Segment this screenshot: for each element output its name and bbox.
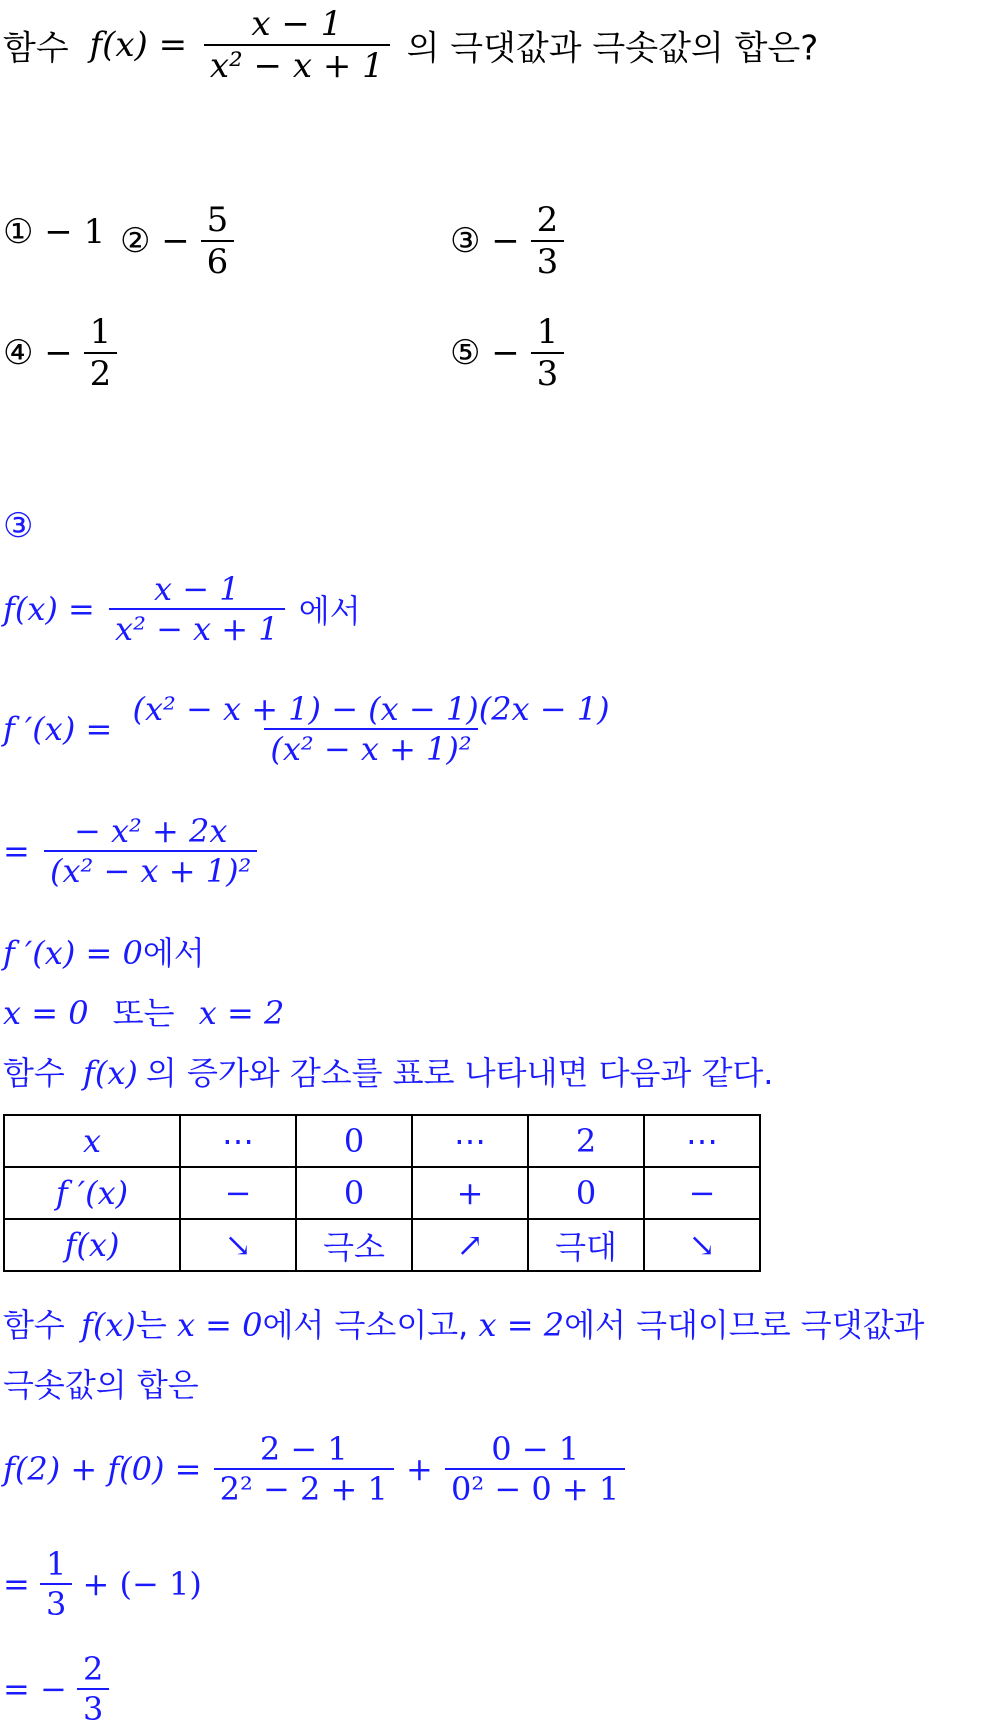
line10-num: 1 — [45, 1545, 67, 1583]
choice-5-mark: ⑤ — [450, 333, 481, 373]
line9-d1: 2² − 2 + 1 — [214, 1468, 394, 1508]
line11-num: 2 — [82, 1650, 104, 1688]
line9-fraction-2 — [445, 1430, 625, 1508]
line9-n2: 0 − 1 — [491, 1430, 580, 1468]
question-prefix: 함수 — [3, 28, 69, 69]
line3-fraction — [44, 812, 257, 890]
question-denominator: x² − x + 1 — [204, 44, 390, 86]
choice-1-mark: ① — [3, 212, 34, 252]
table-cell: − — [180, 1167, 296, 1219]
line7-m2: x = 0 — [176, 1306, 263, 1344]
table-cell: 2 — [528, 1115, 644, 1167]
solution-line-11 — [3, 1650, 109, 1728]
choice-4[interactable] — [3, 312, 117, 394]
line5-a: x = 0 — [3, 994, 89, 1032]
choice-3-fraction — [531, 200, 565, 282]
table-cell: ⋯ — [412, 1115, 528, 1167]
line3-den: (x² − x + 1)² — [44, 850, 257, 890]
line1-num: x − 1 — [154, 570, 240, 608]
line6-pre: 함수 — [3, 1054, 65, 1092]
table-cell: ⋯ — [180, 1115, 296, 1167]
increase-arrow-icon: ↗ — [412, 1219, 528, 1271]
choice-2-den: 6 — [201, 240, 235, 282]
choice-2-sign: − — [161, 221, 190, 261]
table-cell: ⋯ — [644, 1115, 760, 1167]
choice-5-fraction — [531, 312, 565, 394]
question — [3, 4, 818, 86]
line9-lhs: f(2) + f(0) = — [3, 1450, 202, 1488]
choice-5[interactable] — [450, 312, 564, 394]
question-func: f(x) = — [89, 25, 188, 65]
line1-tail: 에서 — [298, 592, 361, 630]
line4-tail: 에서 — [142, 934, 205, 972]
line9-d2: 0² − 0 + 1 — [445, 1468, 625, 1508]
solution-line-8: 극솟값의 합은 — [3, 1366, 199, 1404]
choice-2[interactable] — [120, 200, 234, 282]
line6-math: f(x) — [83, 1054, 138, 1092]
solution-line-6 — [3, 1048, 773, 1094]
line1-den: x² − x + 1 — [109, 608, 285, 648]
choice-3-sign: − — [491, 221, 520, 261]
choice-4-den: 2 — [84, 352, 118, 394]
table-cell: f ′(x) — [4, 1167, 180, 1219]
choice-3-mark: ③ — [450, 221, 481, 261]
choice-4-fraction — [84, 312, 118, 394]
table-cell: 극소 — [296, 1219, 412, 1271]
line10-fraction — [40, 1545, 72, 1623]
line7-pre: 함수 — [3, 1306, 65, 1344]
solution-line-5 — [3, 988, 284, 1034]
table-row — [4, 1115, 760, 1167]
table-row — [4, 1219, 760, 1271]
choice-4-sign: − — [44, 333, 73, 373]
table-cell: x — [4, 1115, 180, 1167]
line7-t1: 는 — [135, 1306, 167, 1344]
choice-5-sign: − — [491, 333, 520, 373]
solution-line-3 — [3, 812, 261, 890]
choice-2-mark: ② — [120, 221, 151, 261]
line4-math: f ′(x) = 0 — [3, 934, 143, 972]
decrease-arrow-icon: ↘ — [644, 1219, 760, 1271]
table-cell: − — [644, 1167, 760, 1219]
solution-line-1 — [3, 570, 361, 648]
choice-5-num: 1 — [536, 312, 559, 352]
line5-b: x = 2 — [198, 994, 285, 1032]
line11-den: 3 — [77, 1688, 109, 1728]
line9-fraction-1 — [214, 1430, 394, 1508]
line11-fraction — [77, 1650, 109, 1728]
solution-line-2 — [3, 690, 620, 768]
line2-den: (x² − x + 1)² — [264, 728, 477, 768]
decrease-arrow-icon: ↘ — [180, 1219, 296, 1271]
table-row — [4, 1167, 760, 1219]
line6-post: 의 증가와 감소를 표로 나타내면 다음과 같다. — [145, 1054, 774, 1092]
line7-t3: 에서 극대이므로 극댓값과 — [564, 1306, 925, 1344]
solution-line-4 — [3, 928, 205, 974]
table-cell: 극대 — [528, 1219, 644, 1271]
line7-m1: f(x) — [81, 1306, 136, 1344]
line3-num: − x² + 2x — [73, 812, 228, 850]
choice-2-fraction — [201, 200, 235, 282]
line1-lhs: f(x) = — [3, 590, 95, 628]
line10-tail: + (− 1) — [82, 1565, 202, 1603]
choice-3-num: 2 — [536, 200, 559, 240]
choice-3[interactable] — [450, 200, 564, 282]
choice-4-mark: ④ — [3, 333, 34, 373]
solution-line-9 — [3, 1430, 627, 1508]
line11-lhs: = − — [3, 1670, 67, 1708]
choice-1-value: − 1 — [44, 212, 106, 252]
choice-2-num: 5 — [206, 200, 229, 240]
table-cell: 0 — [528, 1167, 644, 1219]
question-suffix: 의 극댓값과 극솟값의 합은? — [406, 28, 819, 69]
line1-fraction — [109, 570, 285, 648]
line9-plus: + — [406, 1450, 433, 1488]
line3-lhs: = — [3, 832, 30, 870]
line9-n1: 2 − 1 — [259, 1430, 348, 1468]
solution-line-7 — [3, 1300, 924, 1346]
table-cell: 0 — [296, 1115, 412, 1167]
line2-lhs: f ′(x) = — [3, 710, 113, 748]
answer-mark: ③ — [3, 506, 34, 546]
table-cell: 0 — [296, 1167, 412, 1219]
line10-den: 3 — [40, 1583, 72, 1623]
question-numerator: x − 1 — [251, 4, 343, 44]
line2-fraction — [126, 690, 615, 768]
line2-num: (x² − x + 1) − (x − 1)(2x − 1) — [132, 690, 610, 728]
sign-table — [3, 1114, 761, 1272]
table-cell: + — [412, 1167, 528, 1219]
question-fraction — [204, 4, 390, 86]
line7-t2: 에서 극소이고, — [262, 1306, 469, 1344]
line10-lhs: = — [3, 1565, 30, 1603]
choice-4-num: 1 — [89, 312, 112, 352]
solution-line-10 — [3, 1545, 202, 1623]
choice-1[interactable] — [3, 212, 105, 252]
line5-mid: 또는 — [112, 994, 175, 1032]
choice-5-den: 3 — [531, 352, 565, 394]
choice-3-den: 3 — [531, 240, 565, 282]
line7-m3: x = 2 — [478, 1306, 565, 1344]
table-cell: f(x) — [4, 1219, 180, 1271]
